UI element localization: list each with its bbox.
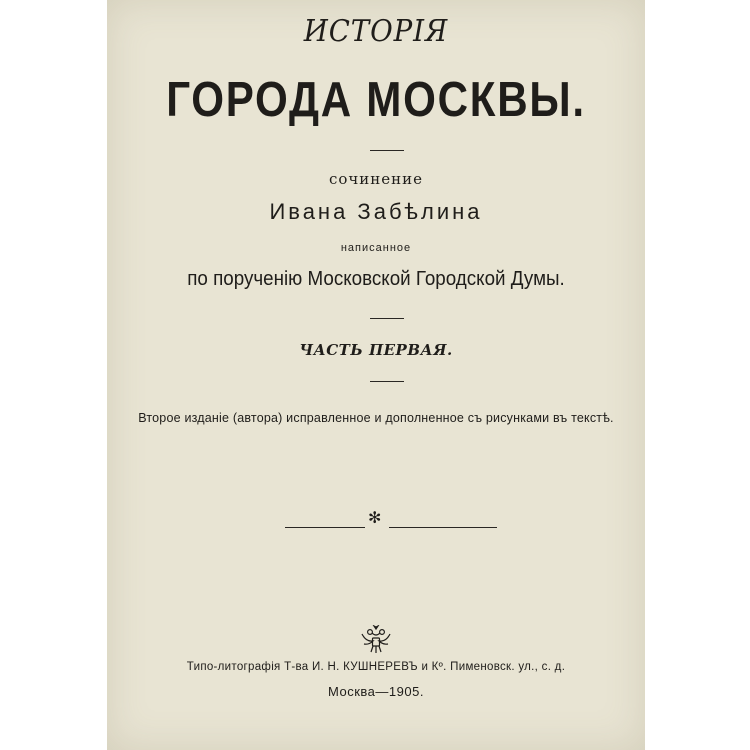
divider-3 [370, 381, 404, 382]
edition-note: Второе изданіе (автора) исправленное и дополненное съ рисунками въ текстѣ. [138, 411, 614, 425]
divider-1 [370, 150, 404, 151]
title-page [107, 0, 645, 750]
work-label: сочинение [328, 170, 424, 188]
author-name: Ивана Забѣлина [269, 199, 483, 224]
title-line-1: ИСТОРІЯ [303, 14, 449, 49]
ornament-star-icon: ✻ [368, 508, 382, 527]
printer-line: Типо-литографія Т-ва И. Н. КУШНЕРЕВЪ и Кº. Пименовск. ул., с. д. [186, 661, 566, 673]
divider-2 [370, 318, 404, 319]
written-label: написанное [340, 242, 412, 254]
double-headed-eagle-icon [359, 625, 393, 655]
commission-line: по порученію Московской Городской Думы. [187, 268, 565, 290]
place-year: Москва—1905. [328, 684, 424, 699]
ornament-rule-left [285, 527, 365, 528]
part-label: ЧАСТЬ ПЕРВАЯ. [299, 341, 453, 359]
title-line-2: ГОРОДА МОСКВЫ. [166, 73, 586, 127]
ornament-rule-right [389, 527, 497, 528]
